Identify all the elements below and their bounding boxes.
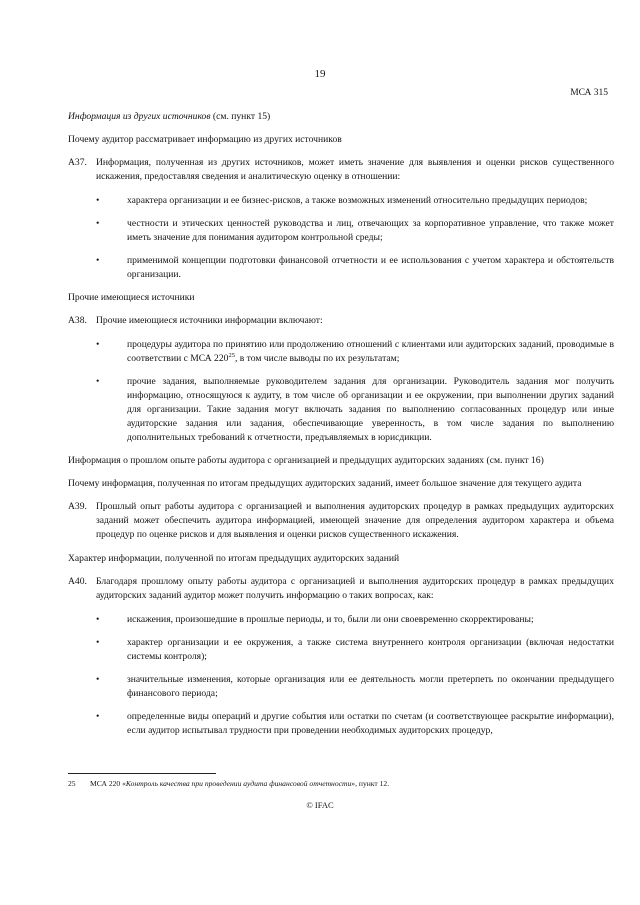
bullet-item [96,710,614,738]
bullet-item [96,613,614,627]
section-heading [68,110,614,124]
bullet-text [127,375,614,445]
copyright-footer: © IFAC [306,800,334,810]
bullet-text-main: прочие задания, выполняемые руководителем задания для организации. Руководитель задания мог получить информацию, относящуюся к аудиту, в том числе об организации и ее окружении, при выполнении других заданий для организации. Такие задания могут включать задания по выполнению согласованных процедур или иные аудиторские задания или задания, обеспечивающие уверенность, в том числе задания по выполнению дополнительных требований к отчетности, предъявляемых в юрисдикции. [127,376,614,443]
bullet-text [127,194,614,208]
footnote [68,779,614,788]
paragraph-text: Благодаря прошлому опыту работы аудитора с организацией и выполнения аудиторских процедур в рамках предыдущих аудиторских заданий аудитор может получить информацию о таких вопросах, как: [96,576,614,601]
section-heading-text: Почему информация, полученная по итогам предыдущих аудиторских заданий, имеет большое значение для текущего аудита [68,478,582,489]
bullet-text-main: применимой концепции подготовки финансовой отчетности и ее использования с учетом характера и обстоятельств организации. [127,255,614,280]
numbered-paragraph [68,500,614,542]
bullet-text-main: характер организации и ее окружения, а также система внутреннего контроля организации (включая недостатки системы контроля); [127,637,614,662]
bullet-text [127,613,614,627]
bullet-text [127,636,614,664]
bullet-item [96,673,614,701]
bullet-text [127,710,614,738]
bullet-text [127,673,614,701]
numbered-paragraph [68,575,614,603]
section-heading-text: Информация о прошлом опыте работы аудитора с организацией и предыдущих аудиторских заданиях (см. пункт 16) [68,455,544,466]
bullet-text [127,338,614,366]
bullet-text-tail: , в том числе выводы по их результатам; [234,353,400,364]
bullet-item [96,375,614,445]
bullet-text [127,254,614,282]
paragraph-text: Информация, полученная из других источников, может иметь значение для выявления и оценки рисков существенного искажения, предоставляя сведения и аналитическую оценку в отношении: [96,157,614,182]
paragraph-text: Прочие имеющиеся источники информации включают: [96,315,323,326]
footnote-mark: 25 [68,779,76,788]
bullet-item [96,338,614,366]
bullet-text-main: значительные изменения, которые организация или ее деятельность могли претерпеть по окончании предыдущего финансового периода; [127,674,614,699]
paragraph-number: A39. [68,501,87,512]
bullet-item [96,217,614,245]
footnote-reference: 25 [228,351,235,359]
section-heading [68,133,614,147]
numbered-paragraph [68,314,614,328]
paragraph-text: Прошлый опыт работы аудитора с организацией и выполнения аудиторских процедур в рамках предыдущих аудиторских заданий может обеспечить аудитора информацией, имеющей значение для определения аудитором характера и объема процедур по оценке рисков и для выявления и оценки рисков существенного искажения. [96,501,614,540]
document-body [68,110,614,747]
standard-code: МСА 315 [570,88,608,98]
bullet-text-main: честности и этических ценностей руководства и лиц, отвечающих за корпоративное управление, что также может иметь значение для понимания аудитором контрольной среды; [127,218,614,243]
bullet-icon: • [96,255,100,266]
bullet-icon: • [96,614,100,625]
bullet-item [96,636,614,664]
paragraph-number: A37. [68,157,87,168]
numbered-paragraph [68,156,614,184]
paragraph-number: A40. [68,576,87,587]
bullet-icon: • [96,376,100,387]
footnote-text: МСА 220 «Контроль качества при проведении аудита финансовой отчетности», пункт 12. [90,779,390,788]
section-heading [68,477,614,491]
bullet-icon: • [96,711,100,722]
bullet-icon: • [96,674,100,685]
bullet-text-main: определенные виды операций и другие события или остатки по счетам (и соответствующее раскрытие информации), если аудитор испытывал трудности при проведении необходимых аудиторских процедур, [127,711,614,736]
section-heading-text: Прочие имеющиеся источники [68,292,195,303]
section-heading-text: Характер информации, полученной по итогам предыдущих аудиторских заданий [68,553,400,564]
section-heading-text: Почему аудитор рассматривает информацию из других источников [68,134,342,145]
bullet-text-main: процедуры аудитора по принятию или продолжению отношений с клиентами или аудиторских заданий, проводимые в соответствии с МСА 220 [127,339,614,364]
page-number: 19 [314,68,326,80]
bullet-item [96,194,614,208]
bullet-icon: • [96,218,100,229]
section-heading [68,454,614,468]
section-heading [68,291,614,305]
bullet-icon: • [96,339,100,350]
bullet-icon: • [96,195,100,206]
section-heading-italic: Информация из других источников [68,111,211,122]
bullet-text-main: искажения, произошедшие в прошлые периоды, и то, были ли они своевременно скорректированы; [127,614,534,625]
footnote-divider [68,773,216,774]
bullet-text-main: характера организации и ее бизнес-рисков, а также возможных изменений относительно предыдущих периодов; [127,195,588,206]
bullet-item [96,254,614,282]
section-heading [68,552,614,566]
bullet-icon: • [96,637,100,648]
section-heading-text: (см. пункт 15) [210,111,271,122]
bullet-text [127,217,614,245]
paragraph-number: A38. [68,315,87,326]
